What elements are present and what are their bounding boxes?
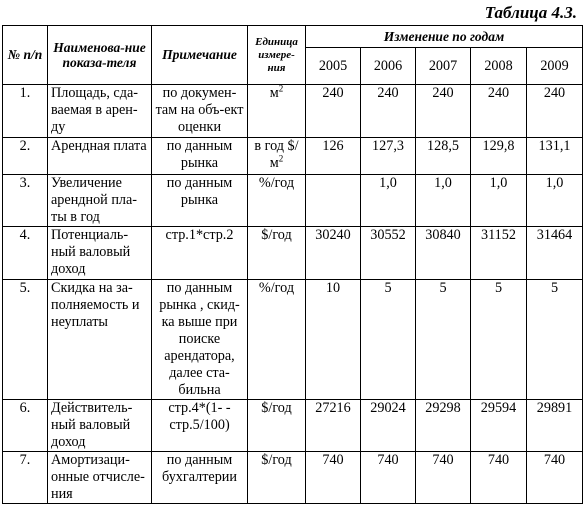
row-value: 240 [416,85,471,138]
unit-superscript: 2 [278,83,284,94]
row-value: 31152 [471,227,527,280]
row-value: 740 [361,452,416,504]
row-number: 7. [3,452,48,504]
row-number: 4. [3,227,48,280]
unit-base: %/год [258,175,295,191]
row-number: 3. [3,175,48,227]
row-value: 129,8 [471,138,527,175]
header-year: 2009 [527,48,583,85]
header-unit: Единица измере-ния [248,26,306,85]
row-name: Амортизаци-онные отчисле-ния [48,452,152,504]
row-value: 131,1 [527,138,583,175]
row-note: стр.1*стр.2 [152,227,248,280]
row-value: 30240 [306,227,361,280]
row-note: стр.4*(1- - стр.5/100) [152,400,248,452]
row-value: 27216 [306,400,361,452]
header-change: Изменение по годам [306,26,583,48]
row-value: 30840 [416,227,471,280]
row-name: Площадь, сда-ваемая в арен-ду [48,85,152,138]
unit-base: $/год [261,400,292,416]
table-row [3,400,583,452]
unit-base: $/год [261,227,292,243]
row-number: 2. [3,138,48,175]
row-unit [248,280,306,400]
header-year: 2005 [306,48,361,85]
row-value: 240 [471,85,527,138]
unit-superscript: 2 [278,153,284,164]
header-name: Наименова-ние показа-теля [48,26,152,85]
table-row [3,175,583,227]
row-name: Арендная плата [48,138,152,175]
header-note: Примечание [152,26,248,85]
unit-base: %/год [258,280,295,296]
unit-base: $/год [261,452,292,468]
row-value: 740 [527,452,583,504]
row-value: 740 [471,452,527,504]
row-value: 29024 [361,400,416,452]
row-number: 1. [3,85,48,138]
row-value: 1,0 [416,175,471,227]
table-row [3,452,583,504]
table-caption: Таблица 4.3. [484,3,577,22]
table-row [3,138,583,175]
row-value: 740 [416,452,471,504]
row-value: 740 [306,452,361,504]
row-unit [248,452,306,504]
row-value: 30552 [361,227,416,280]
row-value [306,175,361,227]
row-value: 5 [527,280,583,400]
header-year: 2008 [471,48,527,85]
row-name: Скидка на за-полняемость и неуплаты [48,280,152,400]
row-unit [248,227,306,280]
row-note: по данным бухгалтерии [152,452,248,504]
row-name: Увеличение арендной пла-ты в год [48,175,152,227]
unit-base: в год $/м [254,138,299,171]
row-note: по данным рынка , скид-ка выше при поиске арендатора, далее ста-бильна [152,280,248,400]
row-number: 5. [3,280,48,400]
row-value: 29298 [416,400,471,452]
unit-base: м [269,85,279,101]
header-year: 2007 [416,48,471,85]
row-value: 240 [306,85,361,138]
row-value: 5 [471,280,527,400]
row-note: по докумен-там на объ-ект оценки [152,85,248,138]
row-value: 128,5 [416,138,471,175]
row-value: 29594 [471,400,527,452]
data-table [2,25,583,504]
row-value: 1,0 [471,175,527,227]
row-value: 127,3 [361,138,416,175]
row-unit [248,400,306,452]
header-num: № п/п [3,26,48,85]
row-name: Действитель-ный валовый доход [48,400,152,452]
row-number: 6. [3,400,48,452]
row-value: 1,0 [527,175,583,227]
row-value: 29891 [527,400,583,452]
row-note: по данным рынка [152,138,248,175]
table-row [3,227,583,280]
header-year: 2006 [361,48,416,85]
table-row [3,280,583,400]
row-value: 10 [306,280,361,400]
row-value: 31464 [527,227,583,280]
row-value: 126 [306,138,361,175]
row-value: 240 [361,85,416,138]
row-unit [248,138,306,175]
row-value: 1,0 [361,175,416,227]
row-value: 5 [361,280,416,400]
row-value: 240 [527,85,583,138]
row-unit [248,175,306,227]
row-value: 5 [416,280,471,400]
row-note: по данным рынка [152,175,248,227]
table-row [3,85,583,138]
row-name: Потенциаль-ный валовый доход [48,227,152,280]
row-unit [248,85,306,138]
